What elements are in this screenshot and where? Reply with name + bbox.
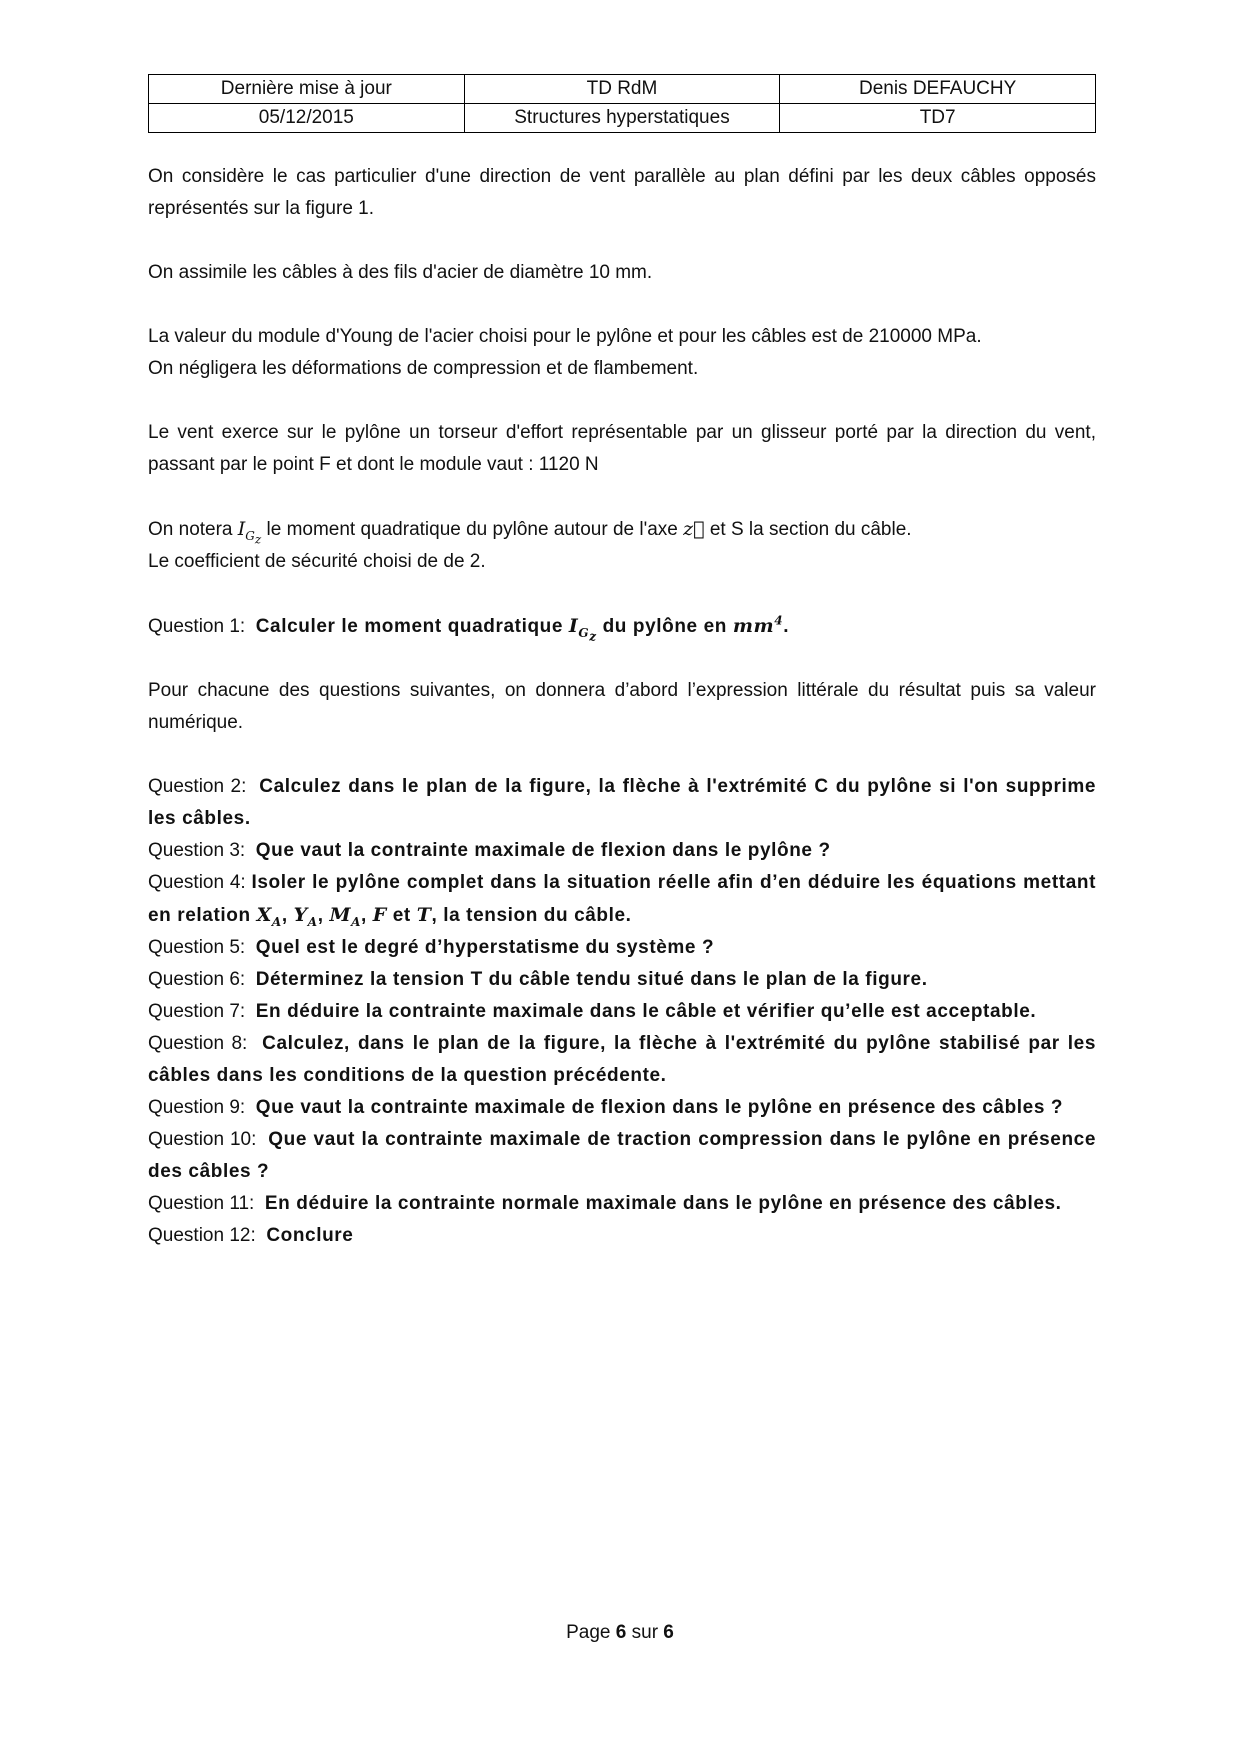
paragraph-instructions: Pour chacune des questions suivantes, on donnera d’abord l’expression littérale du résultat puis sa valeur numérique. [148,680,1096,733]
header-date: 05/12/2015 [149,104,465,133]
paragraph-wind-direction: On considère le cas particulier d'une direction de vent parallèle au plan défini par les deux câbles opposés représentés sur la figure 1. [148,166,1096,219]
paragraph-safety-factor: Le coefficient de sécurité choisi de de 2. [148,551,486,572]
paragraph-notation: On notera $I_{G_z}$ le moment quadratique du pylône autour de l'axe z et S la section du câble. [148,518,912,547]
question-12: Question 12: Conclure [148,1225,354,1246]
question-9: Question 9: Que vaut la contrainte maximale de flexion dans le pylône en présence des câbles ? [148,1097,1064,1118]
paragraph-wind-force: Le vent exerce sur le pylône un torseur d'effort représentable par un glisseur porté par la direction du vent, passant par le point F et dont le module vaut : 1120 N [148,422,1096,475]
page-footer: Page 6 sur 6 [566,1622,674,1643]
question-8: Question 8: Calculez, dans le plan de la figure, la flèche à l'extrémité du pylône stabilisé par les câbles dans les conditions de la question précédente. [148,1033,1096,1086]
question-2: Question 2: Calculez dans le plan de la figure, la flèche à l'extrémité C du pylône si l'on supprime les câbles. [148,776,1096,829]
document-body [148,161,1096,1252]
paragraph-cables: On assimile les câbles à des fils d'acier de diamètre 10 mm. [148,262,653,283]
page-total: 6 [663,1622,674,1643]
question-6: Question 6: Déterminez la tension T du câble tendu situé dans le plan de la figure. [148,969,928,990]
math-igz: $I_{G_z}$ [237,518,262,547]
header-row-1 [149,75,1096,104]
paragraph-young-modulus: La valeur du module d'Young de l'acier choisi pour le pylône et pour les câbles est de 210000 MPa. [148,326,982,347]
header-row-2 [149,104,1096,133]
question-1: Question 1: Calculer le moment quadratique $I_{G_z}$ du pylône en $mm^4$. [148,613,790,644]
header-table [148,74,1096,133]
question-7: Question 7: En déduire la contrainte maximale dans le câble et vérifier qu’elle est acceptable. [148,1001,1037,1022]
header-td-number: TD7 [780,104,1096,133]
question-3: Question 3: Que vaut la contrainte maximale de flexion dans le pylône ? [148,840,831,861]
page-number: 6 [615,1622,627,1643]
header-author: Denis DEFAUCHY [780,75,1096,104]
header-course: TD RdM [464,75,780,104]
paragraph-deformation: On négligera les déformations de compression et de flambement. [148,358,699,379]
header-topic: Structures hyperstatiques [464,104,780,133]
question-5: Question 5: Quel est le degré d’hyperstatisme du système ? [148,937,715,958]
header-last-update-label: Dernière mise à jour [149,75,465,104]
math-z-vector: z [683,518,705,540]
question-11: Question 11: En déduire la contrainte normale maximale dans le pylône en présence des câbles. [148,1193,1062,1214]
question-10: Question 10: Que vaut la contrainte maximale de traction compression dans le pylône en présence des câbles ? [148,1129,1096,1182]
question-4: Question 4: Isoler le pylône complet dans la situation réelle afin d’en déduire les équations mettant en relation $X_A$, $Y_A$, $M_A$, F et T, la tension du câble. [148,872,1096,929]
